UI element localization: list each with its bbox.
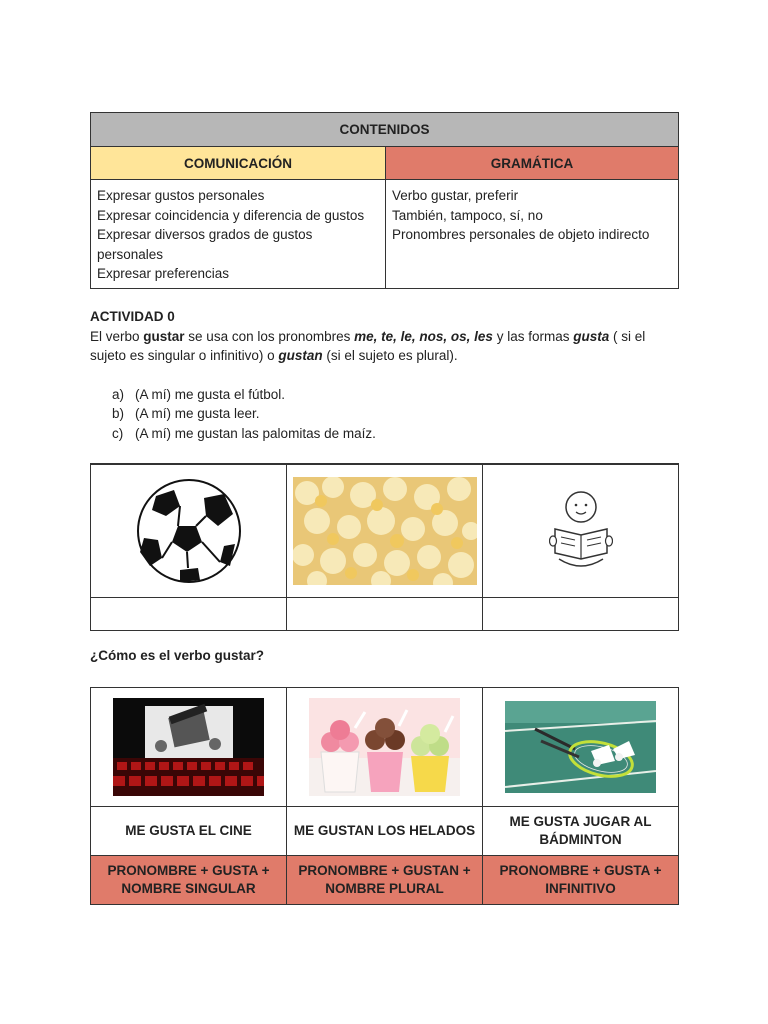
soccer-ball-image: [136, 476, 242, 586]
example-label-text: ME GUSTAN LOS HELADOS: [293, 823, 476, 838]
text-run: (si el sujeto es plural).: [322, 348, 458, 363]
communication-item: Expresar gustos personales: [97, 188, 265, 203]
reading-child-image: [549, 489, 613, 573]
rule-text: PRONOMBRE + GUSTA + NOMBRE SINGULAR: [107, 863, 270, 896]
list-marker: b): [112, 406, 125, 421]
grammar-item: También, tampoco, sí, no: [392, 207, 543, 223]
list-text: (A mí) me gusta el fútbol.: [135, 386, 286, 402]
rule-cell: [483, 856, 679, 905]
picture-table: [90, 463, 679, 631]
picture-cell: [287, 688, 483, 807]
list-item: [112, 404, 680, 424]
communication-item: Expresar diversos grados de gustos personales: [97, 227, 313, 262]
rule-text: PRONOMBRE + GUSTAN + NOMBRE PLURAL: [298, 863, 471, 896]
bold-italic-run: me, te, le, nos, os, les: [354, 328, 493, 344]
text-run: y las formas: [492, 328, 574, 344]
communication-item: Expresar preferencias: [97, 266, 230, 281]
text-run: El verbo: [90, 328, 144, 344]
rule-text: PRONOMBRE + GUSTA + INFINITIVO: [499, 863, 662, 896]
grammar-cell: [386, 180, 679, 289]
grammar-item: Verbo gustar, preferir: [392, 188, 519, 203]
grammar-examples-table: [90, 687, 679, 905]
answer-cell[interactable]: [91, 598, 287, 631]
activity-title: ACTIVIDAD 0: [90, 309, 175, 324]
answer-cell[interactable]: [287, 598, 483, 631]
picture-cell: [91, 464, 287, 598]
list-item: [112, 385, 680, 405]
grammar-column-header: GRAMÁTICA: [386, 147, 679, 180]
example-label-text: ME GUSTA EL CINE: [125, 823, 252, 838]
answer-cell[interactable]: [483, 598, 679, 631]
ice-cream-image: [309, 698, 460, 796]
picture-cell: [91, 688, 287, 807]
popcorn-image: [293, 477, 477, 585]
example-list: [90, 385, 680, 444]
contents-table: [90, 112, 679, 289]
list-text: (A mí) me gustan las palomitas de maíz.: [135, 425, 376, 441]
example-label: [287, 807, 483, 856]
contents-header: CONTENIDOS: [91, 113, 679, 147]
badminton-image: [505, 701, 656, 793]
activity-explanation: [90, 327, 680, 366]
cinema-image: [113, 698, 264, 796]
example-label-text: ME GUSTA JUGAR AL BÁDMINTON: [509, 814, 652, 847]
list-text: (A mí) me gusta leer.: [135, 406, 260, 421]
picture-cell: [483, 464, 679, 598]
rule-cell: [287, 856, 483, 905]
list-item: [112, 424, 680, 444]
activity-section: [90, 307, 680, 443]
text-run: se usa con los pronombres: [184, 328, 355, 344]
bold-run: gustar: [143, 328, 185, 344]
example-label: [483, 807, 679, 856]
rule-cell: [91, 856, 287, 905]
communication-item: Expresar coincidencia y diferencia de gustos: [97, 207, 365, 223]
bold-italic-run: gustan: [278, 348, 323, 363]
picture-cell: [483, 688, 679, 807]
text-run: ( si el sujeto es singular o infinitivo) o: [90, 328, 646, 363]
grammar-item: Pronombres personales de objeto indirecto: [392, 227, 650, 242]
list-marker: c): [112, 425, 124, 441]
picture-cell: [287, 464, 483, 598]
question-heading: ¿Cómo es el verbo gustar?: [90, 648, 265, 663]
example-label: [91, 807, 287, 856]
communication-column-header: COMUNICACIÓN: [91, 147, 386, 180]
communication-cell: [91, 180, 386, 289]
list-marker: a): [112, 386, 125, 402]
bold-italic-run: gusta: [573, 328, 610, 344]
